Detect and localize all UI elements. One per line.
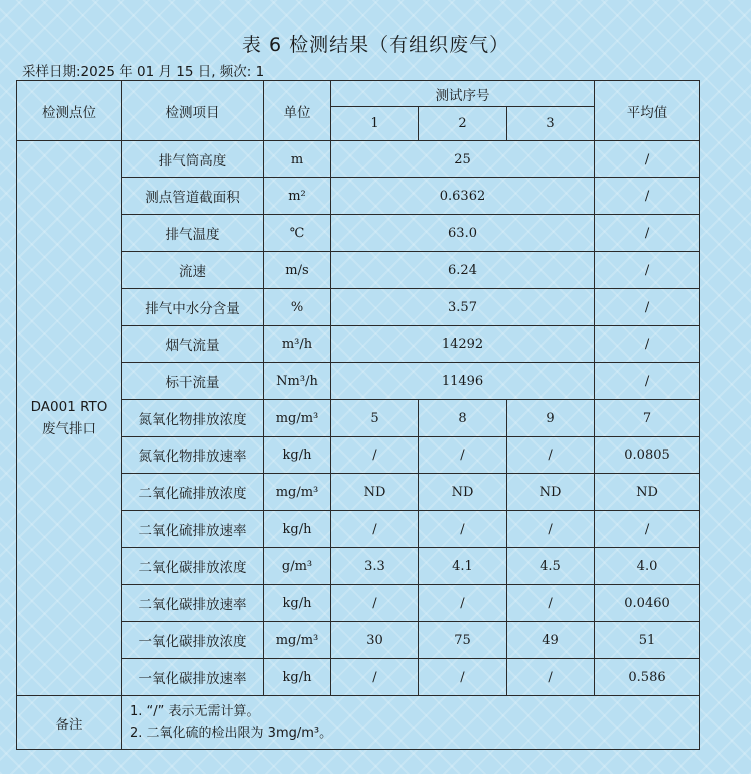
average-cell: 0.0460 (595, 585, 700, 622)
value-cell-2: ND (419, 474, 507, 511)
item-cell: 一氧化碳排放速率 (122, 659, 264, 696)
average-cell: / (595, 326, 700, 363)
average-cell: / (595, 289, 700, 326)
item-cell: 二氧化碳排放速率 (122, 585, 264, 622)
unit-cell: mg/m³ (264, 400, 331, 437)
value-cell-1: ND (331, 474, 419, 511)
value-cell: 3.57 (331, 289, 595, 326)
item-cell: 排气中水分含量 (122, 289, 264, 326)
value-cell: 0.6362 (331, 178, 595, 215)
header-average: 平均值 (595, 81, 700, 141)
value-cell-2: 8 (419, 400, 507, 437)
header-point: 检测点位 (17, 81, 122, 141)
note-1: 1. “/” 表示无需计算。 (130, 703, 260, 719)
value-cell: 14292 (331, 326, 595, 363)
value-cell-1: 3.3 (331, 548, 419, 585)
average-cell: ND (595, 474, 700, 511)
unit-cell: kg/h (264, 437, 331, 474)
item-cell: 二氧化硫排放浓度 (122, 474, 264, 511)
sampling-info: 采样日期:2025 年 01 月 15 日, 频次: 1 (22, 64, 265, 80)
average-cell: 4.0 (595, 548, 700, 585)
header-seq-1: 1 (331, 107, 419, 141)
item-cell: 氮氧化物排放浓度 (122, 400, 264, 437)
item-cell: 二氧化碳排放浓度 (122, 548, 264, 585)
unit-cell: Nm³/h (264, 363, 331, 400)
unit-cell: ℃ (264, 215, 331, 252)
results-table (16, 80, 700, 750)
item-cell: 烟气流量 (122, 326, 264, 363)
value-cell: 6.24 (331, 252, 595, 289)
value-cell-1: 30 (331, 622, 419, 659)
average-cell: 0.586 (595, 659, 700, 696)
value-cell-3: ND (507, 474, 595, 511)
average-cell: / (595, 215, 700, 252)
average-cell: / (595, 363, 700, 400)
value-cell-3: 49 (507, 622, 595, 659)
value-cell-1: / (331, 585, 419, 622)
unit-cell: mg/m³ (264, 474, 331, 511)
notes-label: 备注 (17, 696, 122, 750)
header-test-seq: 测试序号 (331, 81, 595, 107)
value-cell-2: / (419, 511, 507, 548)
unit-cell: mg/m³ (264, 622, 331, 659)
item-cell: 排气温度 (122, 215, 264, 252)
table-row (17, 141, 700, 178)
unit-cell: m/s (264, 252, 331, 289)
header-item: 检测项目 (122, 81, 264, 141)
average-cell: / (595, 178, 700, 215)
value-cell-2: / (419, 659, 507, 696)
value-cell-3: 9 (507, 400, 595, 437)
average-cell: 7 (595, 400, 700, 437)
average-cell: 51 (595, 622, 700, 659)
item-cell: 排气筒高度 (122, 141, 264, 178)
average-cell: / (595, 141, 700, 178)
value-cell-1: / (331, 659, 419, 696)
value-cell-2: 75 (419, 622, 507, 659)
item-cell: 二氧化硫排放速率 (122, 511, 264, 548)
value-cell: 25 (331, 141, 595, 178)
value-cell: 63.0 (331, 215, 595, 252)
value-cell-3: / (507, 511, 595, 548)
value-cell-3: / (507, 437, 595, 474)
table-title: 表 6 检测结果（有组织废气） (241, 34, 510, 56)
item-cell: 标干流量 (122, 363, 264, 400)
unit-cell: kg/h (264, 659, 331, 696)
value-cell-1: / (331, 511, 419, 548)
item-cell: 流速 (122, 252, 264, 289)
value-cell-2: / (419, 585, 507, 622)
item-cell: 氮氧化物排放速率 (122, 437, 264, 474)
average-cell: / (595, 511, 700, 548)
value-cell: 11496 (331, 363, 595, 400)
value-cell-3: / (507, 585, 595, 622)
value-cell-1: / (331, 437, 419, 474)
value-cell-3: 4.5 (507, 548, 595, 585)
item-cell: 一氧化碳排放浓度 (122, 622, 264, 659)
unit-cell: m³/h (264, 326, 331, 363)
header-unit: 单位 (264, 81, 331, 141)
unit-cell: m² (264, 178, 331, 215)
note-2: 2. 二氧化硫的检出限为 3mg/m³。 (130, 725, 333, 741)
point-cell: DA001 RTO 废气排口 (17, 141, 122, 696)
notes-cell (122, 696, 700, 750)
value-cell-2: / (419, 437, 507, 474)
average-cell: 0.0805 (595, 437, 700, 474)
unit-cell: kg/h (264, 585, 331, 622)
value-cell-1: 5 (331, 400, 419, 437)
unit-cell: kg/h (264, 511, 331, 548)
unit-cell: m (264, 141, 331, 178)
item-cell: 测点管道截面积 (122, 178, 264, 215)
value-cell-3: / (507, 659, 595, 696)
header-seq-3: 3 (507, 107, 595, 141)
unit-cell: % (264, 289, 331, 326)
average-cell: / (595, 252, 700, 289)
header-seq-2: 2 (419, 107, 507, 141)
unit-cell: g/m³ (264, 548, 331, 585)
value-cell-2: 4.1 (419, 548, 507, 585)
